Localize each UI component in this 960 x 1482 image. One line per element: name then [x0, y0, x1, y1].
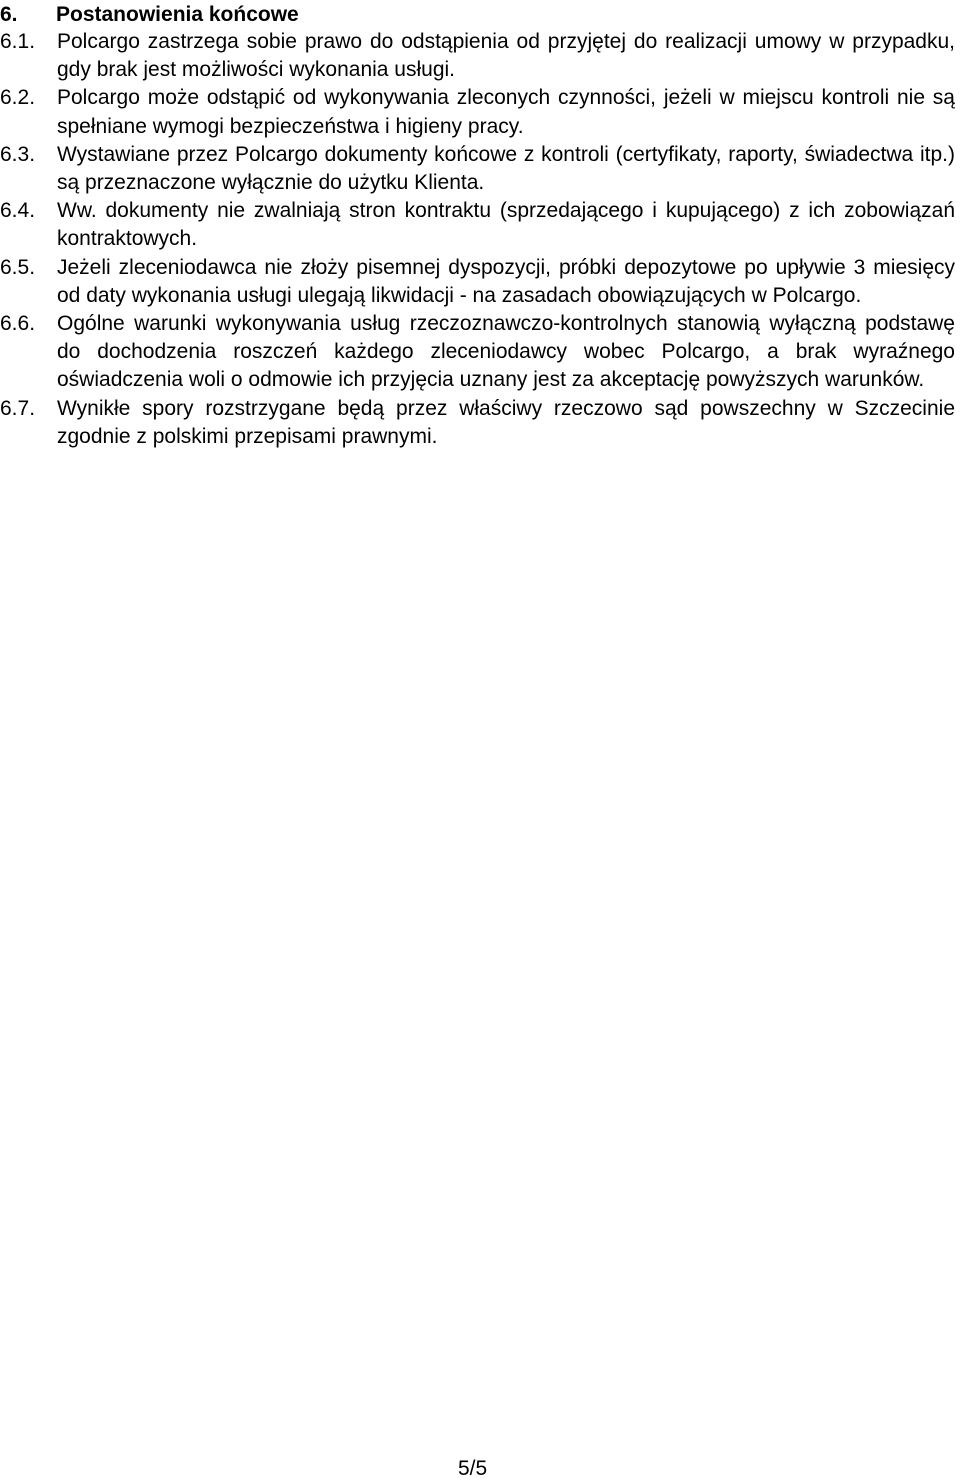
- clause-number: 6.7.: [0, 396, 36, 420]
- section-heading: [0, 2, 299, 28]
- section-title: Postanowienia końcowe: [56, 3, 299, 26]
- clause-number: 6.3.: [0, 142, 36, 166]
- clause-text: Polcargo może odstąpić od wykonywania zleconych czynności, jeżeli w miejscu kontroli nie są spełniane wymogi bezpieczeństwa i higieny pracy.: [57, 86, 955, 138]
- clause-text: Wynikłe spory rozstrzygane będą przez właściwy rzeczowo sąd powszechny w Szczecinie zgodnie z polskimi przepisami prawnymi.: [57, 396, 955, 448]
- clause-number: 6.6.: [0, 312, 36, 336]
- clause-6-7: [0, 395, 955, 451]
- clause-text: Ww. dokumenty nie zwalniają stron kontraktu (sprzedającego i kupującego) z ich zobowiązań kontraktowych.: [57, 199, 955, 251]
- clause-6-1: [0, 28, 955, 84]
- clause-text: Ogólne warunki wykonywania usług rzeczoznawczo-kontrolnych stanowią wyłączną podstawę do dochodzenia roszczeń każdego zleceniodawcy wobec Polcargo, a brak wyraźnego oświadczenia woli o odmowie ich przyjęcia uznany jest za akceptację powyższych warunków.: [57, 312, 955, 392]
- clause-6-2: [0, 84, 955, 140]
- clause-text: Jeżeli zleceniodawca nie złoży pisemnej dyspozycji, próbki depozytowe po upływie 3 miesięcy od daty wykonania usługi ulegają likwidacji - na zasadach obowiązujących w Polcargo.: [57, 255, 955, 307]
- clause-6-6: [0, 310, 955, 395]
- clause-6-5: [0, 254, 955, 310]
- clause-text: Polcargo zastrzega sobie prawo do odstąpienia od przyjętej do realizacji umowy w przypadku, gdy brak jest możliwości wykonania usługi.: [57, 30, 955, 82]
- clause-6-3: [0, 141, 955, 197]
- clause-number: 6.2.: [0, 86, 36, 110]
- page-number: 5/5: [458, 1457, 488, 1480]
- clause-number: 6.4.: [0, 199, 36, 223]
- clause-number: 6.1.: [0, 30, 36, 53]
- clause-list: [0, 28, 955, 451]
- clause-6-4: [0, 197, 955, 253]
- clause-text: Wystawiane przez Polcargo dokumenty końcowe z kontroli (certyfikaty, raporty, świadectwa itp.) są przeznaczone wyłącznie do użytku Klienta.: [57, 142, 955, 195]
- section-number: 6.: [0, 3, 18, 26]
- clause-number: 6.5.: [0, 255, 36, 279]
